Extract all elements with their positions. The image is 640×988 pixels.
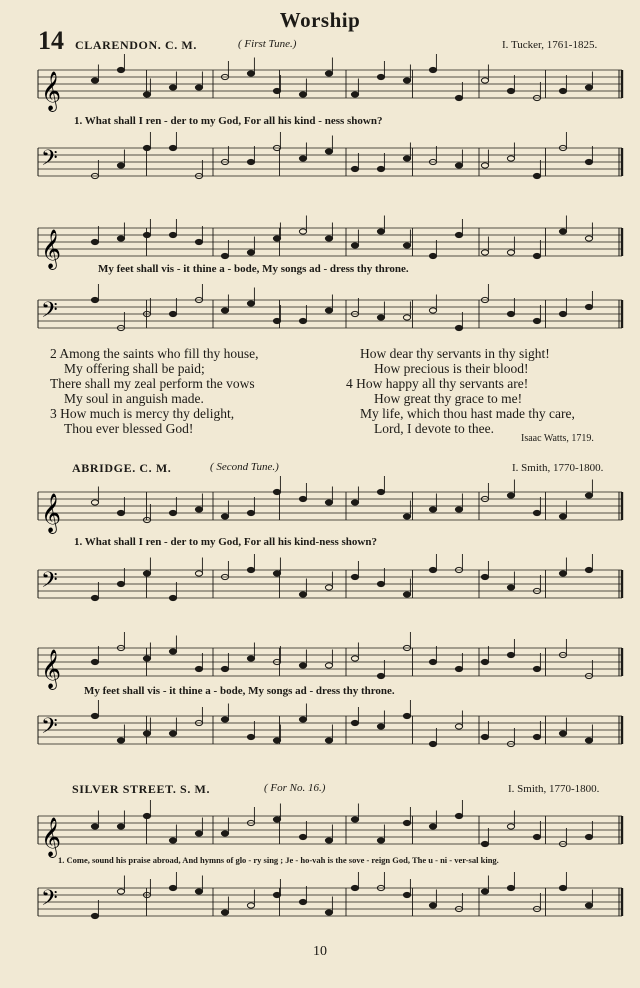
note-head (143, 656, 150, 661)
note-head (559, 88, 566, 93)
bass-staff (0, 708, 640, 754)
note-head (507, 88, 514, 93)
note-head (351, 166, 358, 171)
note-head (533, 510, 540, 515)
note-head (559, 731, 566, 736)
note-head (455, 325, 462, 330)
note-head (481, 659, 488, 664)
note-head (325, 308, 332, 313)
note-head (91, 713, 98, 718)
note-head (195, 889, 202, 894)
tune-note-clarendon: ( First Tune.) (238, 38, 297, 50)
note-head (507, 493, 514, 498)
note-head (117, 67, 124, 72)
note-head (273, 318, 280, 323)
note-head (117, 581, 124, 586)
tune-name-silver-street: SILVER STREET. S. M. (72, 782, 211, 796)
bass-clef-icon: 𝄢 (41, 886, 58, 916)
note-head (403, 315, 410, 320)
note-head (455, 666, 462, 671)
note-head (117, 889, 124, 894)
verse-line: How dear thy servants in thy sight! (360, 346, 550, 361)
verse-line: 3 How much is mercy thy delight, (50, 406, 235, 421)
note-head (585, 85, 592, 90)
note-head (429, 567, 436, 572)
note-head (559, 514, 566, 519)
note-head (429, 67, 436, 72)
note-head (325, 910, 332, 915)
note-head (351, 243, 358, 248)
composer-silver-street: I. Smith, 1770-1800. (508, 783, 600, 795)
note-head (377, 229, 384, 234)
note-head (247, 301, 254, 306)
note-head (273, 892, 280, 897)
note-head (91, 824, 98, 829)
verse-line: My soul in anguish made. (64, 391, 204, 406)
note-head (429, 308, 436, 313)
bass-staff (0, 292, 640, 338)
note-head (481, 889, 488, 894)
note-head (169, 85, 176, 90)
note-head (195, 571, 202, 576)
verse-line: My life, which thou hast made thy care, (360, 406, 575, 421)
note-head (91, 659, 98, 664)
note-head (533, 253, 540, 258)
note-head (585, 738, 592, 743)
note-head (533, 834, 540, 839)
note-head (169, 145, 176, 150)
note-head (91, 913, 98, 918)
note-head (351, 574, 358, 579)
note-head (169, 885, 176, 890)
note-head (455, 507, 462, 512)
verse-line: How precious is their blood! (374, 361, 529, 376)
note-head (325, 236, 332, 241)
note-head (143, 571, 150, 576)
note-head (221, 717, 228, 722)
note-head (377, 315, 384, 320)
note-head (91, 297, 98, 302)
note-head (143, 145, 150, 150)
note-head (247, 510, 254, 515)
note-head (299, 717, 306, 722)
note-head (559, 885, 566, 890)
note-head (429, 824, 436, 829)
note-head (247, 567, 254, 572)
note-head (481, 734, 488, 739)
note-head (247, 71, 254, 76)
note-head (377, 838, 384, 843)
note-head (247, 656, 254, 661)
note-head (351, 92, 358, 97)
note-head (299, 899, 306, 904)
note-head (455, 813, 462, 818)
note-head (429, 253, 436, 258)
note-head (429, 903, 436, 908)
note-head (403, 892, 410, 897)
note-head (377, 74, 384, 79)
note-head (377, 673, 384, 678)
lyrics-line: 1. What shall I ren - der to my God, For all his kind - ness shown? (74, 115, 383, 127)
note-head (195, 239, 202, 244)
note-head (169, 595, 176, 600)
hymn-number: 14 (38, 26, 64, 55)
note-head (221, 514, 228, 519)
note-head (195, 666, 202, 671)
note-head (507, 885, 514, 890)
note-head (429, 659, 436, 664)
treble-clef-icon: 𝄞 (41, 493, 62, 533)
note-head (169, 232, 176, 237)
verse-line: 2 Among the saints who fill thy house, (50, 346, 259, 361)
note-head (455, 95, 462, 100)
note-head (273, 571, 280, 576)
verse-line: Lord, I devote to thee. (374, 421, 494, 436)
note-head (429, 741, 436, 746)
bass-clef-icon: 𝄢 (41, 298, 58, 328)
note-head (273, 489, 280, 494)
note-head (91, 500, 98, 505)
note-head (221, 910, 228, 915)
composer-clarendon: I. Tucker, 1761-1825. (502, 39, 598, 51)
verse-line: My offering shall be paid; (64, 361, 205, 376)
note-head (299, 834, 306, 839)
note-head (351, 656, 358, 661)
note-head (117, 510, 124, 515)
note-head (247, 734, 254, 739)
note-head (585, 159, 592, 164)
bass-staff (0, 880, 640, 926)
note-head (507, 585, 514, 590)
note-head (195, 831, 202, 836)
note-head (273, 738, 280, 743)
verse-block-left (50, 346, 259, 436)
note-head (507, 250, 514, 255)
note-head (169, 510, 176, 515)
tune-note-silver-street: ( For No. 16.) (264, 782, 326, 794)
note-head (533, 734, 540, 739)
note-head (325, 71, 332, 76)
bass-clef-icon: 𝄢 (41, 714, 58, 744)
note-head (351, 500, 358, 505)
note-head (221, 666, 228, 671)
note-head (429, 507, 436, 512)
note-head (325, 585, 332, 590)
tune-name-abridge: ABRIDGE. C. M. (72, 461, 172, 475)
bass-clef-icon: 𝄢 (41, 568, 58, 598)
note-head (273, 817, 280, 822)
note-head (221, 253, 228, 258)
note-head (403, 820, 410, 825)
lyrics-line: My feet shall vis - it thine a - bode, My songs ad - dress thy throne. (98, 263, 409, 275)
verse-line: There shall my zeal perform the vows (50, 376, 255, 391)
note-head (507, 824, 514, 829)
note-head (377, 581, 384, 586)
note-head (117, 163, 124, 168)
note-head (403, 156, 410, 161)
treble-clef-icon: 𝄞 (41, 649, 62, 689)
note-head (221, 308, 228, 313)
note-head (403, 592, 410, 597)
note-head (299, 318, 306, 323)
note-head (325, 738, 332, 743)
bass-staff (0, 562, 640, 608)
page-number: 10 (313, 944, 327, 959)
note-head (481, 163, 488, 168)
note-head (299, 592, 306, 597)
note-head (351, 817, 358, 822)
note-head (533, 666, 540, 671)
treble-staff (0, 808, 640, 857)
note-head (403, 78, 410, 83)
note-head (169, 311, 176, 316)
bass-staff (0, 140, 640, 186)
note-head (455, 724, 462, 729)
note-head (455, 163, 462, 168)
note-head (585, 493, 592, 498)
note-head (91, 595, 98, 600)
note-head (299, 156, 306, 161)
tune-note-abridge: ( Second Tune.) (210, 461, 279, 473)
note-head (273, 88, 280, 93)
note-head (507, 652, 514, 657)
note-head (299, 496, 306, 501)
lyrics-line: 1. Come, sound his praise abroad, And hymns of glo - ry sing ; Je - ho-vah is the sove - reign God, The u - ni - ver-sal king. (58, 855, 499, 865)
note-head (403, 713, 410, 718)
note-head (273, 236, 280, 241)
note-head (559, 311, 566, 316)
note-head (247, 903, 254, 908)
note-head (143, 232, 150, 237)
note-head (325, 500, 332, 505)
note-head (169, 731, 176, 736)
note-head (143, 813, 150, 818)
note-head (143, 731, 150, 736)
note-head (91, 239, 98, 244)
note-head (507, 311, 514, 316)
note-head (559, 229, 566, 234)
note-head (325, 838, 332, 843)
note-head (195, 85, 202, 90)
note-head (247, 159, 254, 164)
treble-staff (0, 484, 640, 533)
verse-line: 4 How happy all thy servants are! (346, 376, 529, 391)
note-head (117, 738, 124, 743)
note-head (377, 489, 384, 494)
note-head (351, 885, 358, 890)
note-head (585, 834, 592, 839)
note-head (585, 567, 592, 572)
treble-staff (0, 640, 640, 689)
note-head (455, 232, 462, 237)
verse-line: How great thy grace to me! (374, 391, 523, 406)
verse-line: Thou ever blessed God! (64, 421, 194, 436)
note-head (299, 92, 306, 97)
lyrics-line: 1. What shall I ren - der to my God, For all his kind-ness shown? (74, 536, 377, 548)
note-head (585, 304, 592, 309)
verse-block-right (346, 346, 575, 436)
hymn-author: Isaac Watts, 1719. (521, 433, 594, 444)
note-head (533, 318, 540, 323)
note-head (481, 250, 488, 255)
note-head (585, 903, 592, 908)
treble-clef-icon: 𝄞 (41, 71, 62, 111)
note-head (91, 78, 98, 83)
note-head (325, 149, 332, 154)
note-head (221, 831, 228, 836)
note-head (403, 243, 410, 248)
note-head (507, 156, 514, 161)
note-head (325, 663, 332, 668)
note-head (299, 229, 306, 234)
lyrics-line: My feet shall vis - it thine a - bode, My songs ad - dress thy throne. (84, 685, 395, 697)
tune-name-clarendon: CLARENDON. C. M. (75, 38, 197, 52)
note-head (169, 649, 176, 654)
bass-clef-icon: 𝄢 (41, 146, 58, 176)
note-head (559, 571, 566, 576)
note-head (195, 507, 202, 512)
note-head (403, 514, 410, 519)
page-header-title: Worship (279, 8, 361, 32)
note-head (481, 78, 488, 83)
note-head (299, 663, 306, 668)
note-head (481, 841, 488, 846)
note-head (117, 824, 124, 829)
note-head (481, 574, 488, 579)
note-head (351, 720, 358, 725)
note-head (117, 236, 124, 241)
composer-abridge: I. Smith, 1770-1800. (512, 462, 604, 474)
note-head (585, 236, 592, 241)
note-head (143, 92, 150, 97)
note-head (247, 250, 254, 255)
note-head (169, 838, 176, 843)
note-head (377, 724, 384, 729)
treble-clef-icon: 𝄞 (41, 229, 62, 269)
note-head (533, 173, 540, 178)
note-head (377, 166, 384, 171)
treble-staff (0, 62, 640, 111)
treble-clef-icon: 𝄞 (41, 817, 62, 857)
